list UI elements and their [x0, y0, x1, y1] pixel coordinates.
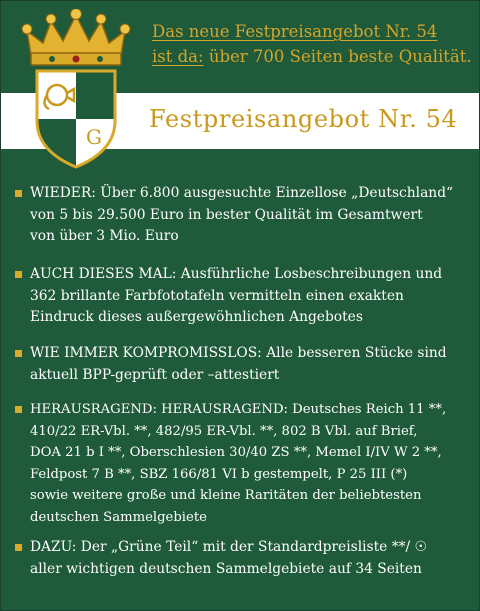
shield-icon — [37, 71, 115, 169]
list-item-text: HERAUSRAGEND: HERAUSRAGEND: Deutsches Reich 11 **, 410/22 ER-Vbl. **, 482/95 ER-Vbl. **, 802 B Vbl. auf Brief, DOA 21 b I **, Oberschlesien 30/40 ZS **, Memel I/IV W 2 **, Feldpost 7 B **, SBZ 166/81 VI b gestempelt, P 25 III (*) sowie weitere große und kleine Raritäten der beliebtesten deutschen Sammelgebiete — [30, 402, 447, 525]
bullet-square-icon — [15, 190, 22, 197]
list-item-text: WIE IMMER KOMPROMISSLOS: Alle besseren Stücke sind aktuell BPP-geprüft oder –attestiert — [30, 345, 447, 383]
headline-line-2 — [152, 44, 472, 69]
list-item-text: AUCH DIESES MAL: Ausführliche Losbeschreibungen und 362 brillante Farbfototafeln vermitteln einen exakten Eindruck dieses außergewöhnlichen Angebotes — [30, 266, 443, 325]
crest-logo — [17, 9, 135, 169]
bullet-square-icon — [15, 544, 22, 551]
bullet-square-icon — [15, 406, 22, 413]
list-item-text: WIEDER: Über 6.800 ausgesuchte Einzellose „Deutschland“ von 5 bis 29.500 Euro in bester Qualität im Gesamtwert von über 3 Mio. Euro — [30, 185, 454, 244]
bullet-square-icon — [15, 271, 22, 278]
headline — [152, 19, 472, 69]
bullet-square-icon — [15, 350, 22, 357]
headline-line-2-underlined: ist da: — [152, 47, 204, 66]
list-item-text: DAZU: Der „Grüne Teil“ mit der Standardpreisliste **/ ☉ aller wichtigen deutschen Sammelgebiete auf 34 Seiten — [30, 539, 427, 577]
crown-icon — [22, 9, 130, 65]
shield-letter: G — [86, 125, 102, 149]
headline-line-2-rest: über 700 Seiten beste Qualität. — [203, 47, 472, 66]
headline-line-1: Das neue Festpreisangebot Nr. 54 — [152, 22, 438, 41]
band-title: Festpreisangebot Nr. 54 — [149, 105, 458, 133]
